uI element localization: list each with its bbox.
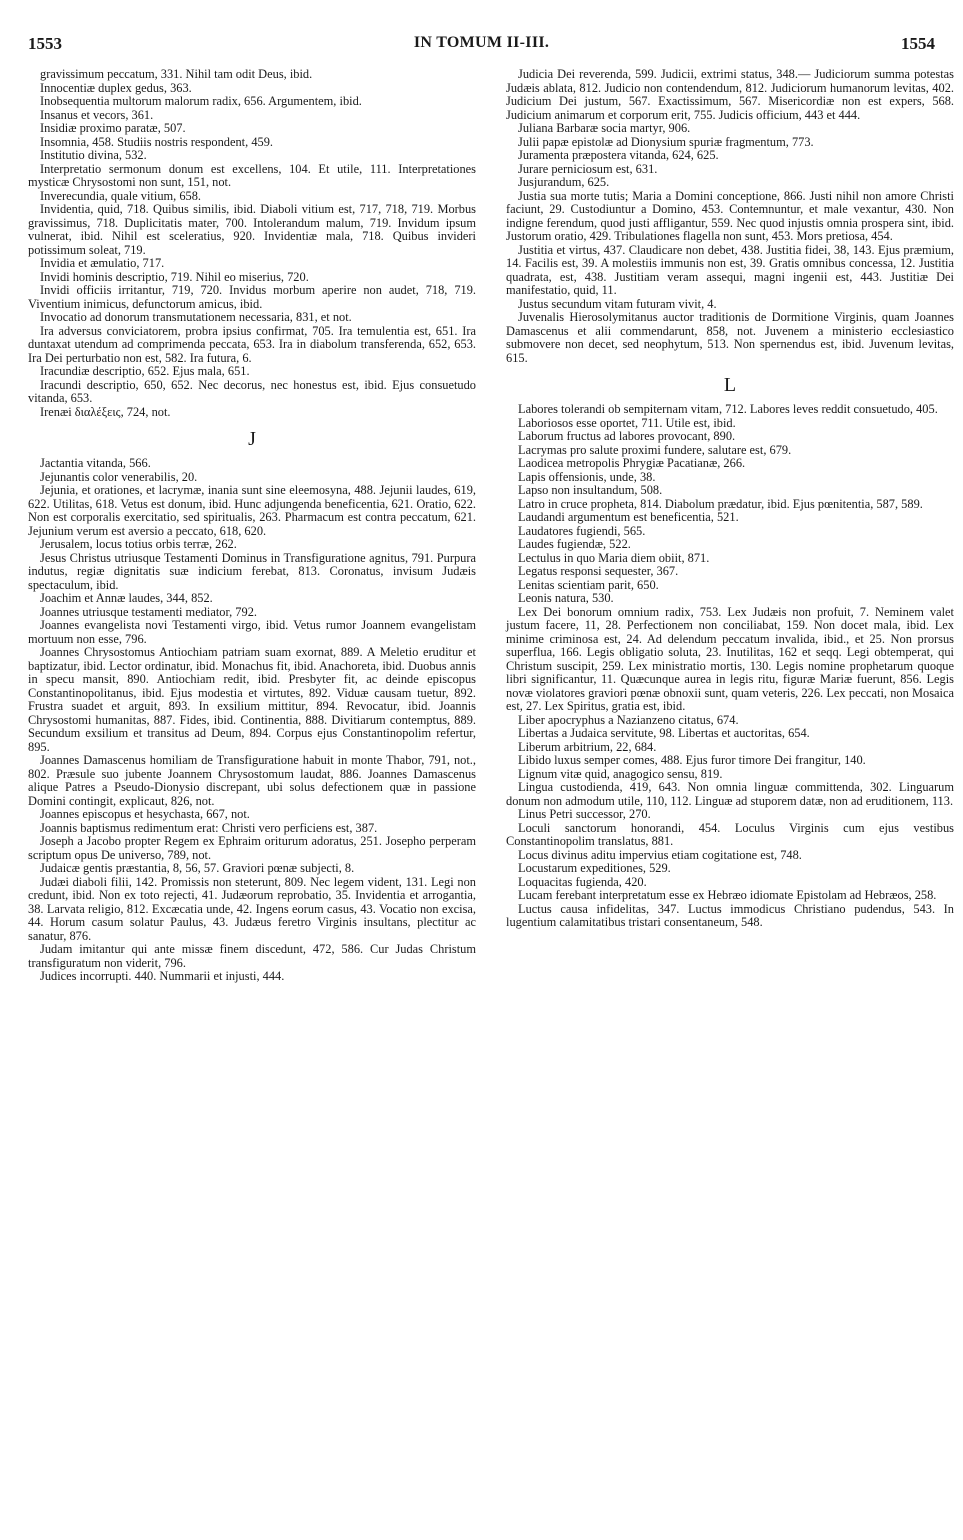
index-entry: Insidiæ proximo paratæ, 507. (40, 121, 186, 135)
index-entry: Jurare perniciosum est, 631. (518, 161, 658, 176)
index-entry: Justitia et virtus, 437. Claudicare non debet, 438. Justitia fidei, 38, 143. Ejus præmium, 14. Facilis est, 39. A molestiis immunis non est, 39. Gratis omnibus concessa, 12. Justitia quadrata, est, 438. Justitiam veram assequi, magni ingenii est, 443. Justitiæ Dei manifestatio, quid, 11. (506, 242, 954, 297)
index-entry: Laborum fructus ad labores provocant, 890. (518, 429, 736, 443)
index-entry: Legatus responsi sequester, 367. (518, 564, 679, 578)
index-entry: Joannes Damascenus homiliam de Transfiguratione habuit in monte Thabor, 791, not., 802. Præsule suo jubente Joannem Chrysostomum laudat, 886. Joannes Damascenus alique Patres a Pseudo-Dionysio discrepant, ubi solus defectionem quæ in passione Domini contingit, explicaut, 826, not. (28, 753, 476, 808)
section-letter: L (723, 374, 737, 396)
index-entry: Linus Petri successor, 270. (518, 807, 651, 821)
index-entry: Juvenalis Hierosolymitanus auctor traditionis de Dormitione Virginis, quam Joannes Damascenus et alii commendarunt, 858, not. Juvenem a ministerio ecclesiastico submovere non decet, sed neophytum, 513. Non spernendus est, ibid. Juvenum levitas, 615. (506, 310, 954, 365)
index-entry: Locus divinus aditu impervius etiam cogitatione est, 748. (518, 847, 802, 862)
index-entry: Luctus causa infidelitas, 347. Luctus immodicus Christiano pudendus, 543. In lugentium calamitatibus tristari consentaneum, 548. (506, 901, 954, 929)
index-entry: Joannes Chrysostomus Antiochiam patriam suam exornat, 889. A Meletio eruditur et baptizatur, ibid. Lector ordinatur, ibid. Monachus fit, ibid. Anachoreta, ibid. Duobus annis in specu mansit, 890. Antiochiam redit, ibid. Presbyter fit, ac deinde episcopus Constantinopolitanus, ibid. Ejus modestia et virtutes, 892. Viduæ causam tuetur, 892. Frustra suadet et arguit, 893. In exsilium mittitur, 894. Revocatur, ibid. Joannis Chrysostomi humanitas, 887. Fides, ibid. Continentia, 888. Divitiarum contemptus, 889. Secundum exsilium et transitus ad Deum, 894. Corpus ejus Constantinopolim refertur, 895. (28, 645, 476, 754)
index-entry: Joachim et Annæ laudes, 344, 852. (40, 591, 213, 605)
index-entry: Insanus et vecors, 361. (40, 107, 154, 122)
index-entry: Interpretatio sermonum donum est excellens, 104. Et utile, 111. Interpretationes mysticæ Chrysostomi non sunt, 151, not. (28, 161, 476, 189)
index-entry: Loculi sanctorum honorandi, 454. Loculus Virginis cum ejus vestibus Constantinopolim translatus, 881. (506, 820, 954, 848)
index-entry: Jactantia vitanda, 566. (40, 456, 151, 470)
index-entry: Jesus Christus utriusque Testamenti Dominus in Transfiguratione agnitus, 791. Purpura indutus, regiæ dignitatis suæ indicium ferebat, 813. Coronatus, invisum Judæis spectaculum, ibid. (28, 550, 476, 592)
index-entry: Jejunantis color venerabilis, 20. (40, 469, 198, 484)
index-entry: Libido luxus semper comes, 488. Ejus furor timore Dei frangitur, 140. (518, 753, 866, 767)
index-entry: Lectulus in quo Maria diem obiit, 871. (518, 550, 710, 565)
index-entry: Laudandi argumentum est beneficentia, 521. (518, 510, 739, 524)
index-entry: Leonis natura, 530. (518, 591, 614, 605)
index-entry: Insomnia, 458. Studiis nostris respondent, 459. (40, 134, 274, 149)
index-entry: Locustarum expeditiones, 529. (518, 861, 671, 875)
index-entry: Justus secundum vitam futuram vivit, 4. (518, 296, 717, 311)
index-entry: Invidia et æmulatio, 717. (40, 256, 165, 270)
index-entry: Judices incorrupti. 440. Nummarii et injusti, 444. (40, 969, 285, 983)
right-column (506, 68, 954, 930)
index-entry: gravissimum peccatum, 331. Nihil tam odit Deus, ibid. (40, 67, 313, 81)
index-entry: Laodicea metropolis Phrygiæ Pacatianæ, 266. (518, 456, 746, 470)
index-entry: Joannes utriusque testamenti mediator, 792. (40, 604, 257, 619)
index-entry: Lenitas scientiam parit, 650. (518, 577, 659, 592)
page-number-right: 1554 (901, 34, 935, 53)
index-entry: Julii papæ epistolæ ad Dionysium spuriæ fragmentum, 773. (518, 134, 814, 149)
index-entry: Latro in cruce propheta, 814. Diabolum prædatur, ibid. Ejus pœnitentia, 587, 589. (518, 496, 923, 511)
index-entry: Loquacitas fugienda, 420. (518, 874, 647, 889)
index-entry: Judicia Dei reverenda, 599. Judicii, extrimi status, 348.— Judiciorum summa potestas Judæis ablata, 812. Judicio non contendendum, 812. Judiciorum humanorum levitas, 402. Judicium Dei justum, 567. Exactissimum, 567. Misericordiæ non est expers, 568. Judicium animarum et corporum erit, 755. Judicis officium, 443 et 444. (506, 67, 954, 122)
index-entry: Laudes fugiendæ, 522. (518, 537, 631, 551)
index-entry: Lapis offensionis, unde, 38. (518, 469, 656, 484)
index-entry: Ira adversus conviciatorem, probra ipsius confirmat, 705. Ira temulentia est, 651. Ira duntaxat utendum ad comprimenda peccata, 653. Ira in diabolum transferenda, 652, 653. Ira Dei perturbatio non est, 582. Ira futura, 6. (28, 323, 476, 365)
index-entry: Innocentiæ duplex gedus, 363. (40, 80, 192, 95)
left-column (28, 68, 476, 984)
index-entry: Jejunia, et orationes, et lacrymæ, inania sunt sine eleemosyna, 488. Jejunii laudes, 619, 622. Utilitas, 618. Vetus est donum, ibid. Hunc adjungenda beneficentia, 621. Oratio, 622. Non est corporalis exercitatio, sed spiritualis, 263. Pharmacum est contra peccatum, 621. Jejunium verum est aversio a peccato, 618, 620. (28, 483, 476, 538)
index-entry: Invocatio ad donorum transmutationem necessaria, 831, et not. (40, 310, 352, 324)
index-entry: Labores tolerandi ob sempiternam vitam, 712. Labores leves reddit consuetudo, 405. (518, 402, 938, 416)
index-entry: Invidi officiis irritantur, 719, 720. Invidus morbum aperire non audet, 718, 719. Viventium inimicus, defunctorum amicus, ibid. (28, 283, 476, 311)
index-entry: Iracundiæ descriptio, 652. Ejus mala, 651. (40, 364, 250, 378)
index-entry: Laudatores fugiendi, 565. (518, 523, 646, 538)
index-entry: Joseph a Jacobo propter Regem ex Ephraim oriturum adoratus, 251. Josepho perperam scriptum opus De universo, 789, not. (28, 834, 476, 862)
index-entry: Lex Dei bonorum omnium radix, 753. Lex Judæis non profuit, 7. Neminem valet justum facere, 11, 28. Perfectionem non conciliabat, 159. Non docet mala, ibid. Lex minime criminosa est, 24. Ad delendum peccatum invalida, ibid., et 25. Non prorsus superflua, 166. Legis obligatio soluta, 23. Inutilitas, 162 et seqq. Legi obtemperat, qui Christum suscipit, 259. Lex ministratio mortis, 130. Legis nomine prophetarum quoque libri significantur, 11. Quæcunque aurea in legis ritu, figuræ Mariæ fuerunt, 856. Legis novæ violatores graviori pœnæ obnoxii sunt, quam veteris, 226. Lex peccati, non Mosaica est, 27. Lex Spiritus, gratia est, ibid. (506, 604, 954, 713)
index-entry: Irenæi διαλέξεις, 724, not. (40, 404, 171, 419)
index-entry: Inobsequentia multorum malorum radix, 656. Argumentem, ibid. (40, 94, 362, 108)
index-entry: Invidi hominis descriptio, 719. Nihil eo miserius, 720. (40, 269, 309, 284)
page-header (28, 34, 935, 56)
index-entry: Libertas a Judaica servitute, 98. Libertas et auctoritas, 654. (518, 726, 810, 740)
index-entry: Judam imitantur qui ante missæ finem discedunt, 472, 586. Cur Judas Christum transfiguratum non viderit, 796. (28, 942, 476, 970)
index-entry: Lucam ferebant interpretatum esse ex Hebræo idiomate Epistolam ad Hebræos, 258. (518, 888, 937, 902)
index-entry: Lacrymas pro salute proximi fundere, salutare est, 679. (518, 442, 792, 457)
index-entry: Joannis baptismus redimentum erat: Christi vero perficiens est, 387. (40, 820, 378, 835)
index-entry: Joannes evangelista novi Testamenti virgo, ibid. Vetus rumor Joannem evangelistam mortuum non esse, 796. (28, 618, 476, 646)
index-entry: Institutio divina, 532. (40, 148, 147, 162)
index-entry: Jusjurandum, 625. (518, 175, 610, 189)
index-entry: Iracundi descriptio, 650, 652. Nec decorus, nec honestus est, ibid. Ejus consuetudo vitanda, 653. (28, 377, 476, 405)
page-number-left: 1553 (28, 34, 62, 53)
index-entry: Justia sua morte tutis; Maria a Domini conceptione, 866. Justi nihil non amore Christi faciunt, 29. Custodiuntur a Domino, 453. Contemnuntur, et male vexantur, 430. Non indigne ferendum, quod justi affligantur, 559. Nec quod injustis omnia prospera sint, ibid. Justorum oratio, 429. Tribulationes flagella non sunt, 453. Mors pretiosa, 454. (506, 188, 954, 243)
index-entry: Laboriosos esse oportet, 711. Utile est, ibid. (518, 415, 736, 430)
index-entry: Invidentia, quid, 718. Quibus similis, ibid. Diaboli vitium est, 717, 718, 719. Morbus gravissimus, 718. Duplicitatis mater, 700. Intolerandum malum, 719. Invidum ipsum vulnerat, ibid. Nihil est sceleratius, 920. Invidentiæ mala, 718. Quibus invideri potissimum soleat, 719. (28, 202, 476, 257)
index-entry: Jerusalem, locus totius orbis terræ, 262. (40, 537, 237, 551)
index-entry: Lingua custodienda, 419, 643. Non omnia linguæ committenda, 302. Linguarum donum non admodum utile, 110, 112. Linguæ ad stuporem datæ, non ad eruditionem, 113. (506, 780, 954, 808)
index-entry: Lignum vitæ quid, anagogico sensu, 819. (518, 766, 723, 781)
index-entry: Judæi diaboli filii, 142. Promissis non steterunt, 809. Nec legem vident, 131. Legi non credunt, ibid. Non ex toto rejecti, 41. Judæorum reprobatio, 35. Invidentia et arrogantia, 38. Larvata religio, 812. Excæcatia unde, 42. Ingens eorum casus, 43. Vocatio non excisa, 44. Horum casum solatur Paulus, 43. Judæus feretro Virginis insultans, plectitur ac sanatur, 876. (28, 874, 476, 943)
running-title: IN TOMUM II-III. (413, 34, 550, 51)
index-entry: Judaicæ gentis præstantia, 8, 56, 57. Graviori pœnæ subjecti, 8. (40, 861, 355, 875)
index-entry: Inverecundia, quale vitium, 658. (40, 188, 202, 203)
index-entry: Liber apocryphus a Nazianzeno citatus, 674. (518, 712, 739, 727)
index-entry: Juliana Barbaræ socia martyr, 906. (518, 121, 691, 135)
index-entry: Liberum arbitrium, 22, 684. (518, 739, 657, 754)
index-entry: Lapso non insultandum, 508. (518, 483, 663, 497)
index-entry: Joannes episcopus et hesychasta, 667, not. (40, 807, 250, 821)
section-letter: J (248, 428, 256, 450)
index-entry: Juramenta præpostera vitanda, 624, 625. (518, 148, 719, 162)
